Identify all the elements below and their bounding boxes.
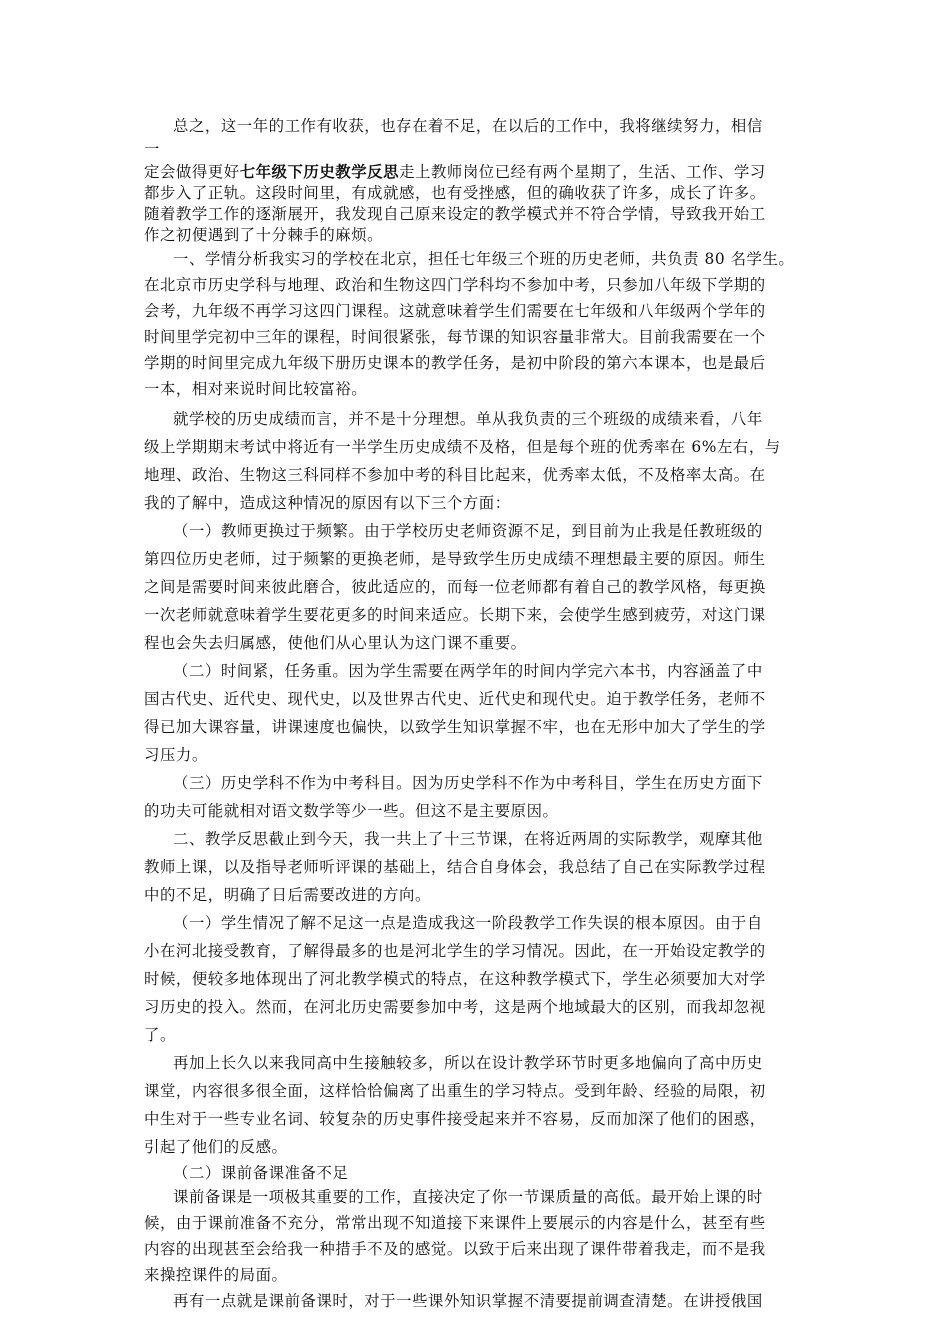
text-line: 程也会失去归属感，使他们从心里认为这门课不重要。	[144, 634, 527, 652]
text-line: 习压力。	[144, 746, 208, 764]
text-line: 课堂，内容很多很全面，这样恰恰偏离了出重生的学习特点。受到年龄、经验的局限，初	[144, 1082, 766, 1100]
text-line: （三）历史学科不作为中考科目。因为历史学科不作为中考科目，学生在历史方面下	[173, 774, 763, 792]
text-line: 再加上长久以来我同高中生接触较多，所以在设计教学环节时更多地偏向了高中历史	[173, 1054, 763, 1072]
text-line: 随着教学工作的逐渐展开，我发现自己原来设定的教学模式并不符合学情，导致我开始工	[144, 205, 766, 223]
text-line: 一、学情分析我实习的学校在北京，担任七年级三个班的历史老师，共负责 80 名学生。	[173, 250, 795, 268]
section-heading: （二）课前备课准备不足	[173, 1164, 349, 1182]
text-line: 一次老师就意味着学生要花更多的时间来适应。长期下来，会使学生感到疲劳，对这门课	[144, 606, 766, 624]
text-line: 小在河北接受教育，了解得最多的也是河北学生的学习情况。因此，在一开始设定教学的	[144, 942, 766, 960]
text-line: 就学校的历史成绩而言，并不是十分理想。单从我负责的三个班级的成绩来看，八年	[173, 410, 763, 428]
text-line: 习历史的投入。然而，在河北历史需要参加中考，这是两个地域最大的区别，而我却忽视	[144, 998, 766, 1016]
text-line: 得已加大课容量，讲课速度也偏快，以致学生知识掌握不牢，也在无形中加大了学生的学	[144, 718, 766, 736]
text-line: 地理、政治、生物这三科同样不参加中考的科目比起来，优秀率太低，不及格率太高。在	[144, 466, 766, 484]
text-line: 来操控课件的局面。	[144, 1266, 288, 1284]
text-line: 作之初便遇到了十分棘手的麻烦。	[144, 226, 384, 244]
text-line: 引起了他们的反感。	[144, 1138, 288, 1156]
text-line: 都步入了正轨。这段时间里，有成就感，也有受挫感，但的确收获了许多，成长了许多。	[144, 184, 766, 202]
text-line-with-title	[144, 162, 766, 182]
text-run: 走上教师岗位已经有两个星期了，生活、工作、学习	[399, 163, 766, 181]
text-line: 再有一点就是课前备课时，对于一些课外知识掌握不清要提前调查清楚。在讲授俄国	[173, 1292, 763, 1310]
document-title: 七年级下历史教学反思	[239, 163, 400, 181]
text-line: （一）教师更换过于频繁。由于学校历史老师资源不足，到目前为止我是任教班级的	[173, 522, 763, 540]
text-line: 第四位历史老师，过于频繁的更换老师，是导致学生历史成绩不理想最主要的原因。师生	[144, 550, 766, 568]
text-line: 我的了解中，造成这种情况的原因有以下三个方面：	[144, 494, 511, 512]
text-line: 时候，便较多地体现出了河北教学模式的特点，在这种教学模式下，学生必须要加大对学	[144, 970, 766, 988]
text-line: 学期的时间里完成九年级下册历史课本的教学任务，是初中阶段的第六本课本，也是最后	[144, 354, 766, 372]
text-line: 国古代史、近代史、现代史，以及世界古代史、近代史和现代史。迫于教学任务，老师不	[144, 690, 766, 708]
text-line: 会考，九年级不再学习这四门课程。这就意味着学生们需要在七年级和八年级两个学年的	[144, 302, 766, 320]
text-line: 一	[144, 140, 160, 158]
text-line: 候，由于课前准备不充分，常常出现不知道接下来课件上要展示的内容是什么，甚至有些	[144, 1214, 766, 1232]
text-line: 中生对于一些专业名词、较复杂的历史事件接受起来并不容易，反而加深了他们的困惑，	[144, 1110, 766, 1128]
text-line: 在北京市历史学科与地理、政治和生物这四门学科均不参加中考，只参加八年级下学期的	[144, 276, 766, 294]
text-line: 了。	[144, 1026, 176, 1044]
text-line: 之间是需要时间来彼此磨合，彼此适应的，而每一位老师都有着自己的教学风格，每更换	[144, 578, 766, 596]
text-line: 级上学期期末考试中将近有一半学生历史成绩不及格，但是每个班的优秀率在 6%左右，与	[144, 438, 781, 456]
text-line: 一本，相对来说时间比较富裕。	[144, 380, 368, 398]
text-run: 定会做得更好	[144, 163, 240, 181]
text-line: 课前备课是一项极其重要的工作，直接决定了你一节课质量的高低。最开始上课的时	[173, 1188, 763, 1206]
text-line: 时间里学完初中三年的课程，时间很紧张，每节课的知识容量非常大。目前我需要在一个	[144, 328, 766, 346]
text-line: 二、教学反思截止到今天，我一共上了十三节课，在将近两周的实际教学，观摩其他	[173, 830, 763, 848]
text-line: 总之，这一年的工作有收获，也存在着不足，在以后的工作中，我将继续努力，相信	[173, 117, 763, 135]
text-line: 的功夫可能就相对语文数学等少一些。但这不是主要原因。	[144, 802, 559, 820]
text-line: 内容的出现甚至会给我一种措手不及的感觉。以致于后来出现了课件带着我走，而不是我	[144, 1240, 766, 1258]
text-line: （二）时间紧，任务重。因为学生需要在两学年的时间内学完六本书，内容涵盖了中	[173, 662, 763, 680]
text-line: 教师上课，以及指导老师听评课的基础上，结合自身体会，我总结了自己在实际教学过程	[144, 858, 766, 876]
text-line: （一）学生情况了解不足这一点是造成我这一阶段教学工作失误的根本原因。由于自	[173, 914, 763, 932]
text-line: 中的不足，明确了日后需要改进的方向。	[144, 886, 431, 904]
